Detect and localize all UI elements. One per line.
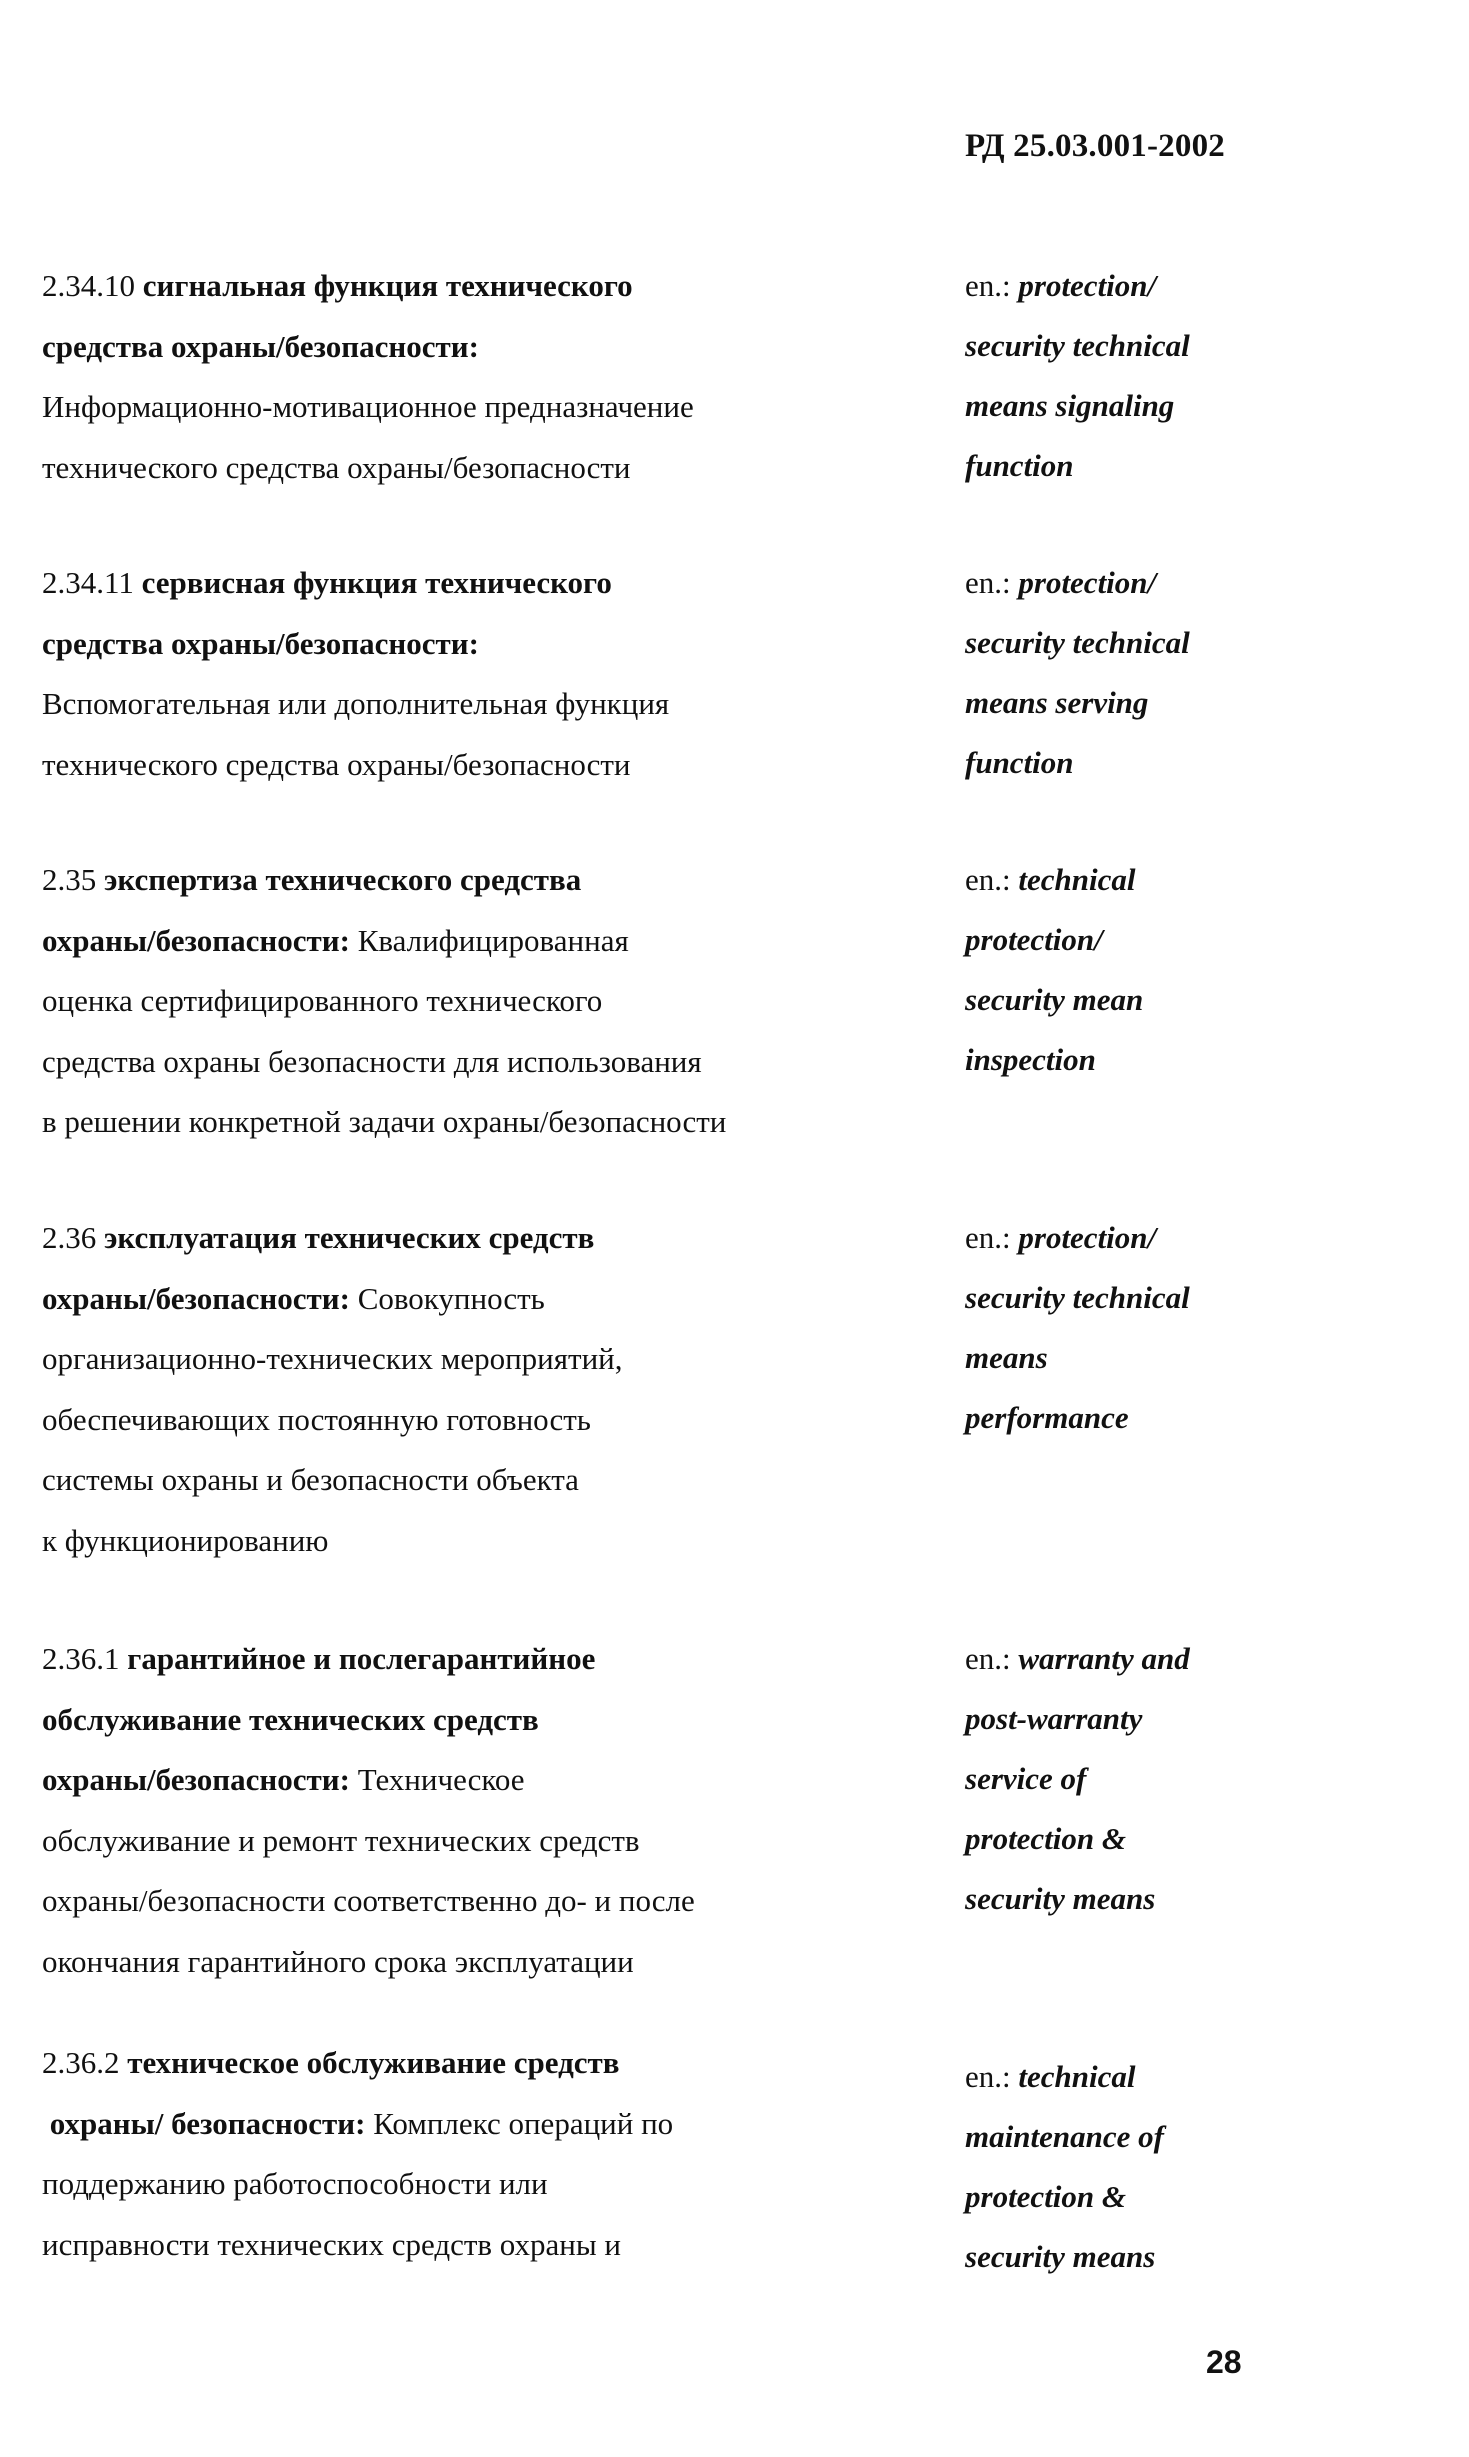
- russian-definition: [42, 1629, 872, 1992]
- definition-line: средства охраны/безопасности:: [42, 328, 479, 364]
- definition-line: технического средства охраны/безопасности: [42, 449, 631, 485]
- definition-line: 2.34.10 сигнальная функция технического: [42, 268, 633, 303]
- english-term-line: post-warranty: [965, 1701, 1143, 1736]
- english-term: [965, 553, 1295, 793]
- definition-line: 2.34.11 сервисная функция технического: [42, 565, 612, 600]
- definition-line: охраны/безопасности: Совокупность: [42, 1280, 545, 1316]
- definition-line: 2.36.1 гарантийное и послегарантийное: [42, 1641, 596, 1676]
- english-term-line: means serving: [965, 685, 1149, 720]
- english-term-line: en.: protection/: [965, 565, 1157, 600]
- english-term-line: function: [965, 745, 1074, 780]
- definition-line: 2.35 экспертиза технического средства: [42, 862, 582, 897]
- english-term-line: en.: warranty and: [965, 1641, 1190, 1676]
- english-term-line: means signaling: [965, 388, 1175, 423]
- language-prefix: en.:: [965, 268, 1011, 303]
- document-code: РД 25.03.001-2002: [965, 128, 1225, 164]
- definition-line: обслуживание технических средств: [42, 1701, 539, 1737]
- language-prefix: en.:: [965, 1220, 1011, 1255]
- english-term-line: protection/: [965, 922, 1103, 957]
- english-term-line: security mean: [965, 982, 1144, 1017]
- english-term-line: en.: protection/: [965, 268, 1157, 303]
- definition-line: охраны/безопасности соответственно до- и после: [42, 1883, 695, 1918]
- definition-line: окончания гарантийного срока эксплуатации: [42, 1943, 634, 1979]
- definition-line: Информационно-мотивационное предназначение: [42, 389, 694, 424]
- definition-line: поддержанию работоспособности или: [42, 2166, 548, 2201]
- definition-line: технического средства охраны/безопасности: [42, 746, 631, 782]
- english-term: [965, 1208, 1295, 1448]
- russian-definition: [42, 2033, 872, 2275]
- english-term-line: function: [965, 448, 1074, 483]
- definition-line: обслуживание и ремонт технических средств: [42, 1822, 640, 1858]
- english-term-line: service of: [965, 1761, 1087, 1796]
- language-prefix: en.:: [965, 1641, 1011, 1676]
- english-term-line: inspection: [965, 1042, 1096, 1077]
- english-term-line: maintenance of: [965, 2119, 1164, 2154]
- english-term-line: protection &: [965, 2179, 1127, 2214]
- english-term-line: security technical: [965, 328, 1190, 363]
- page-number: 28: [1206, 2344, 1242, 2380]
- english-term-line: performance: [965, 1400, 1129, 1435]
- language-prefix: en.:: [965, 862, 1011, 897]
- russian-definition: [42, 256, 872, 498]
- definition-line: Вспомогательная или дополнительная функция: [42, 686, 670, 721]
- definition-line: 2.36 эксплуатация технических средств: [42, 1220, 595, 1255]
- definition-line: исправности технических средств охраны и: [42, 2226, 622, 2262]
- definition-line: 2.36.2 техническое обслуживание средств: [42, 2045, 620, 2080]
- english-term: [965, 2047, 1295, 2287]
- definition-line: организационно-технических мероприятий,: [42, 1341, 623, 1376]
- definition-line: охраны/безопасности: Техническое: [42, 1762, 525, 1797]
- english-term-line: security technical: [965, 625, 1190, 660]
- definition-line: оценка сертифицированного технического: [42, 983, 603, 1018]
- english-term-line: security means: [965, 2239, 1156, 2274]
- english-term-line: security means: [965, 1881, 1156, 1916]
- definition-line: охраны/безопасности: Квалифицированная: [42, 922, 629, 958]
- english-term-line: means: [965, 1340, 1048, 1375]
- english-term-line: en.: protection/: [965, 1220, 1157, 1255]
- definition-line: к функционированию: [42, 1522, 329, 1558]
- definition-line: охраны/ безопасности: Комплекс операций по: [49, 2105, 674, 2141]
- russian-definition: [42, 553, 872, 795]
- english-term: [965, 1629, 1295, 1929]
- english-term-line: en.: technical: [965, 862, 1136, 897]
- russian-definition: [42, 1208, 872, 1571]
- definition-line: средства охраны безопасности для использования: [42, 1043, 702, 1079]
- language-prefix: en.:: [965, 565, 1011, 600]
- english-term-line: en.: technical: [965, 2059, 1136, 2094]
- definition-line: системы охраны и безопасности объекта: [42, 1462, 579, 1497]
- english-term-line: security technical: [965, 1280, 1190, 1315]
- language-prefix: en.:: [965, 2059, 1011, 2094]
- russian-definition: [42, 850, 872, 1153]
- definition-line: в решении конкретной задачи охраны/безопасности: [42, 1104, 727, 1139]
- definition-line: обеспечивающих постоянную готовность: [42, 1401, 591, 1437]
- definition-line: средства охраны/безопасности:: [42, 625, 479, 661]
- english-term-line: protection &: [965, 1821, 1127, 1856]
- english-term: [965, 256, 1295, 496]
- english-term: [965, 850, 1295, 1090]
